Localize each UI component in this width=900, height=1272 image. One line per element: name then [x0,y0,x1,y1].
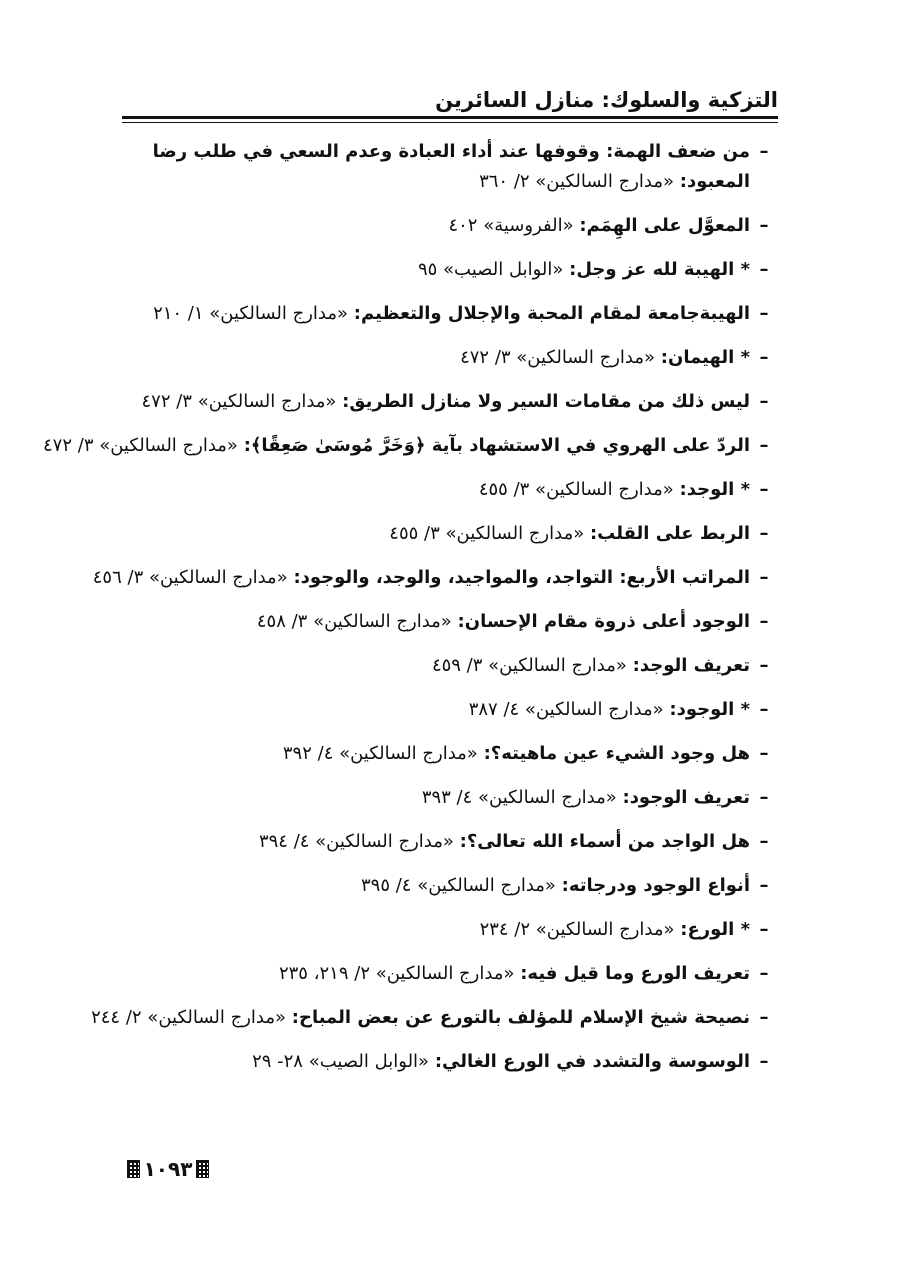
index-entry [118,871,778,915]
entry-text [118,695,750,725]
dash-marker: – [759,875,769,896]
entry-text [118,739,750,769]
dash-marker: – [759,303,769,324]
entry-topic: المراتب الأربع: التواجد، والمواجيد، والوجد، والوجود: [293,567,750,588]
entry-topic: الربط على القلب: [589,523,750,544]
index-entry [118,137,778,211]
entry-text [118,519,750,549]
entry-topic: * الورع: [680,919,750,940]
entry-reference: «مدارج السالكين» ٤/ ٣٩٥ [360,875,556,896]
entry-reference: «مدارج السالكين» ٣/ ٤٥٩ [431,655,627,676]
page-header [122,82,778,120]
entry-reference: «مدارج السالكين» ٤/ ٣٩٤ [258,831,454,852]
entry-text [118,211,750,241]
index-entry [118,343,778,387]
entry-text [43,431,750,461]
entry-text [118,827,750,857]
entry-reference: «مدارج السالكين» ٣/ ٤٥٥ [478,479,674,500]
entry-text [118,387,750,417]
entry-text [118,871,750,901]
index-entry [118,783,778,827]
entry-text [118,915,750,945]
page-number [118,1154,218,1184]
dash-marker: – [759,479,769,500]
header-rule-thin [122,122,778,123]
entry-topic: * الهيبة لله عز وجل: [569,259,750,280]
entry-text [118,959,750,989]
entry-reference: «مدارج السالكين» ٣/ ٤٧٢ [141,391,337,412]
dash-marker: – [759,611,769,632]
entry-reference: «مدارج السالكين» ٤/ ٣٩٣ [421,787,617,808]
entry-reference: «مدارج السالكين» ٤/ ٣٩٢ [282,743,478,764]
entry-text [118,1047,750,1077]
index-entry [118,475,778,519]
index-entry [91,1003,778,1047]
index-entry [118,915,778,959]
entry-reference: «مدارج السالكين» ٢/ ٢١٩، ٢٣٥ [278,963,515,984]
index-entry [118,695,778,739]
running-title: التزكية والسلوك: منازل السائرين [435,88,778,112]
ornament-right-icon [196,1160,209,1178]
entry-topic: تعريف الورع وما قيل فيه: [520,963,750,984]
dash-marker: – [759,347,769,368]
entry-reference: «مدارج السالكين» ٢/ ٢٣٤ [479,919,675,940]
entry-text [118,651,750,681]
entry-reference: «مدارج السالكين» ١/ ٢١٠ [153,303,349,324]
dash-marker: – [759,215,769,236]
dash-marker: – [759,699,769,720]
entry-topic: أنواع الوجود ودرجاته: [561,875,750,896]
entry-topic: الوسوسة والتشدد في الورع الغالي: [434,1051,750,1072]
dash-marker: – [759,259,769,280]
entry-reference: «الوابل الصيب» ٢٨- ٢٩ [252,1051,430,1072]
dash-marker: – [759,523,769,544]
page-number-text: ١٠٩٣ [143,1157,193,1181]
entry-topic: * الوجود: [669,699,750,720]
dash-marker: – [759,919,769,940]
ornament-left-icon [127,1160,140,1178]
entry-text [118,343,750,373]
dash-marker: – [759,1007,769,1028]
entry-reference: «مدارج السالكين» ٣/ ٤٧٢ [43,435,238,456]
entry-text [118,475,750,505]
entry-topic: تعريف الوجود: [622,787,750,808]
index-entry [118,959,778,1003]
entry-topic: المعوَّل على الهِمَم: [579,215,750,236]
index-entry [118,387,778,431]
entry-reference: «مدارج السالكين» ٣/ ٤٥٨ [256,611,452,632]
entry-reference: «مدارج السالكين» ٢/ ٣٦٠ [479,171,675,192]
entry-text [118,255,750,285]
entry-topic: هل الواجد من أسماء الله تعالى؟: [459,831,750,852]
entry-text [118,137,750,197]
index-entry [118,1047,778,1091]
entry-text [118,607,750,637]
dash-marker: – [759,963,769,984]
entry-reference: «مدارج السالكين» ٣/ ٤٥٦ [92,567,288,588]
entry-topic: تعريف الوجد: [632,655,750,676]
dash-marker: – [759,743,769,764]
entry-topic: من ضعف الهمة: وقوفها عند أداء العبادة وعدم السعي في طلب رضا المعبود: [152,141,750,192]
entry-reference: «مدارج السالكين» ٤/ ٣٨٧ [468,699,664,720]
entry-topic: * الهيمان: [660,347,750,368]
index-entry [118,519,778,563]
entry-text [118,299,750,329]
entry-text [91,1003,750,1033]
entry-topic: * الوجد: [679,479,750,500]
entry-reference: «الوابل الصيب» ٩٥ [417,259,564,280]
dash-marker: – [759,391,769,412]
entry-text [93,563,750,593]
index-entry [118,299,778,343]
entry-topic: ليس ذلك من مقامات السير ولا منازل الطريق: [342,391,750,412]
dash-marker: – [759,831,769,852]
entry-reference: «مدارج السالكين» ٢/ ٢٤٤ [91,1007,287,1028]
entry-topic: الردّ على الهروي في الاستشهاد بآية ﴿وَخَرَّ مُوسَىٰ صَعِقًا﴾: [243,435,750,456]
index-entry [118,739,778,783]
dash-marker: – [759,141,769,162]
dash-marker: – [759,655,769,676]
header-rule-thick [122,116,778,119]
index-entry [43,431,778,475]
dash-marker: – [759,787,769,808]
index-entry [118,211,778,255]
entry-reference: «مدارج السالكين» ٣/ ٤٥٥ [389,523,585,544]
dash-marker: – [759,435,769,456]
dash-marker: – [759,1051,769,1072]
entry-topic: هل وجود الشيء عين ماهيته؟: [483,743,750,764]
index-entry [118,827,778,871]
entry-topic: الهيبةجامعة لمقام المحبة والإجلال والتعظيم: [353,303,750,324]
entry-topic: الوجود أعلى ذروة مقام الإحسان: [457,611,750,632]
index-entries [43,137,778,1091]
index-entry [118,255,778,299]
entry-topic: نصيحة شيخ الإسلام للمؤلف بالتورع عن بعض المباح: [291,1007,750,1028]
entry-text [118,783,750,813]
index-entry [118,607,778,651]
index-entry [118,651,778,695]
entry-reference: «مدارج السالكين» ٣/ ٤٧٢ [460,347,656,368]
entry-reference: «الفروسية» ٤٠٢ [448,215,574,236]
index-entry [92,563,778,607]
dash-marker: – [759,567,769,588]
